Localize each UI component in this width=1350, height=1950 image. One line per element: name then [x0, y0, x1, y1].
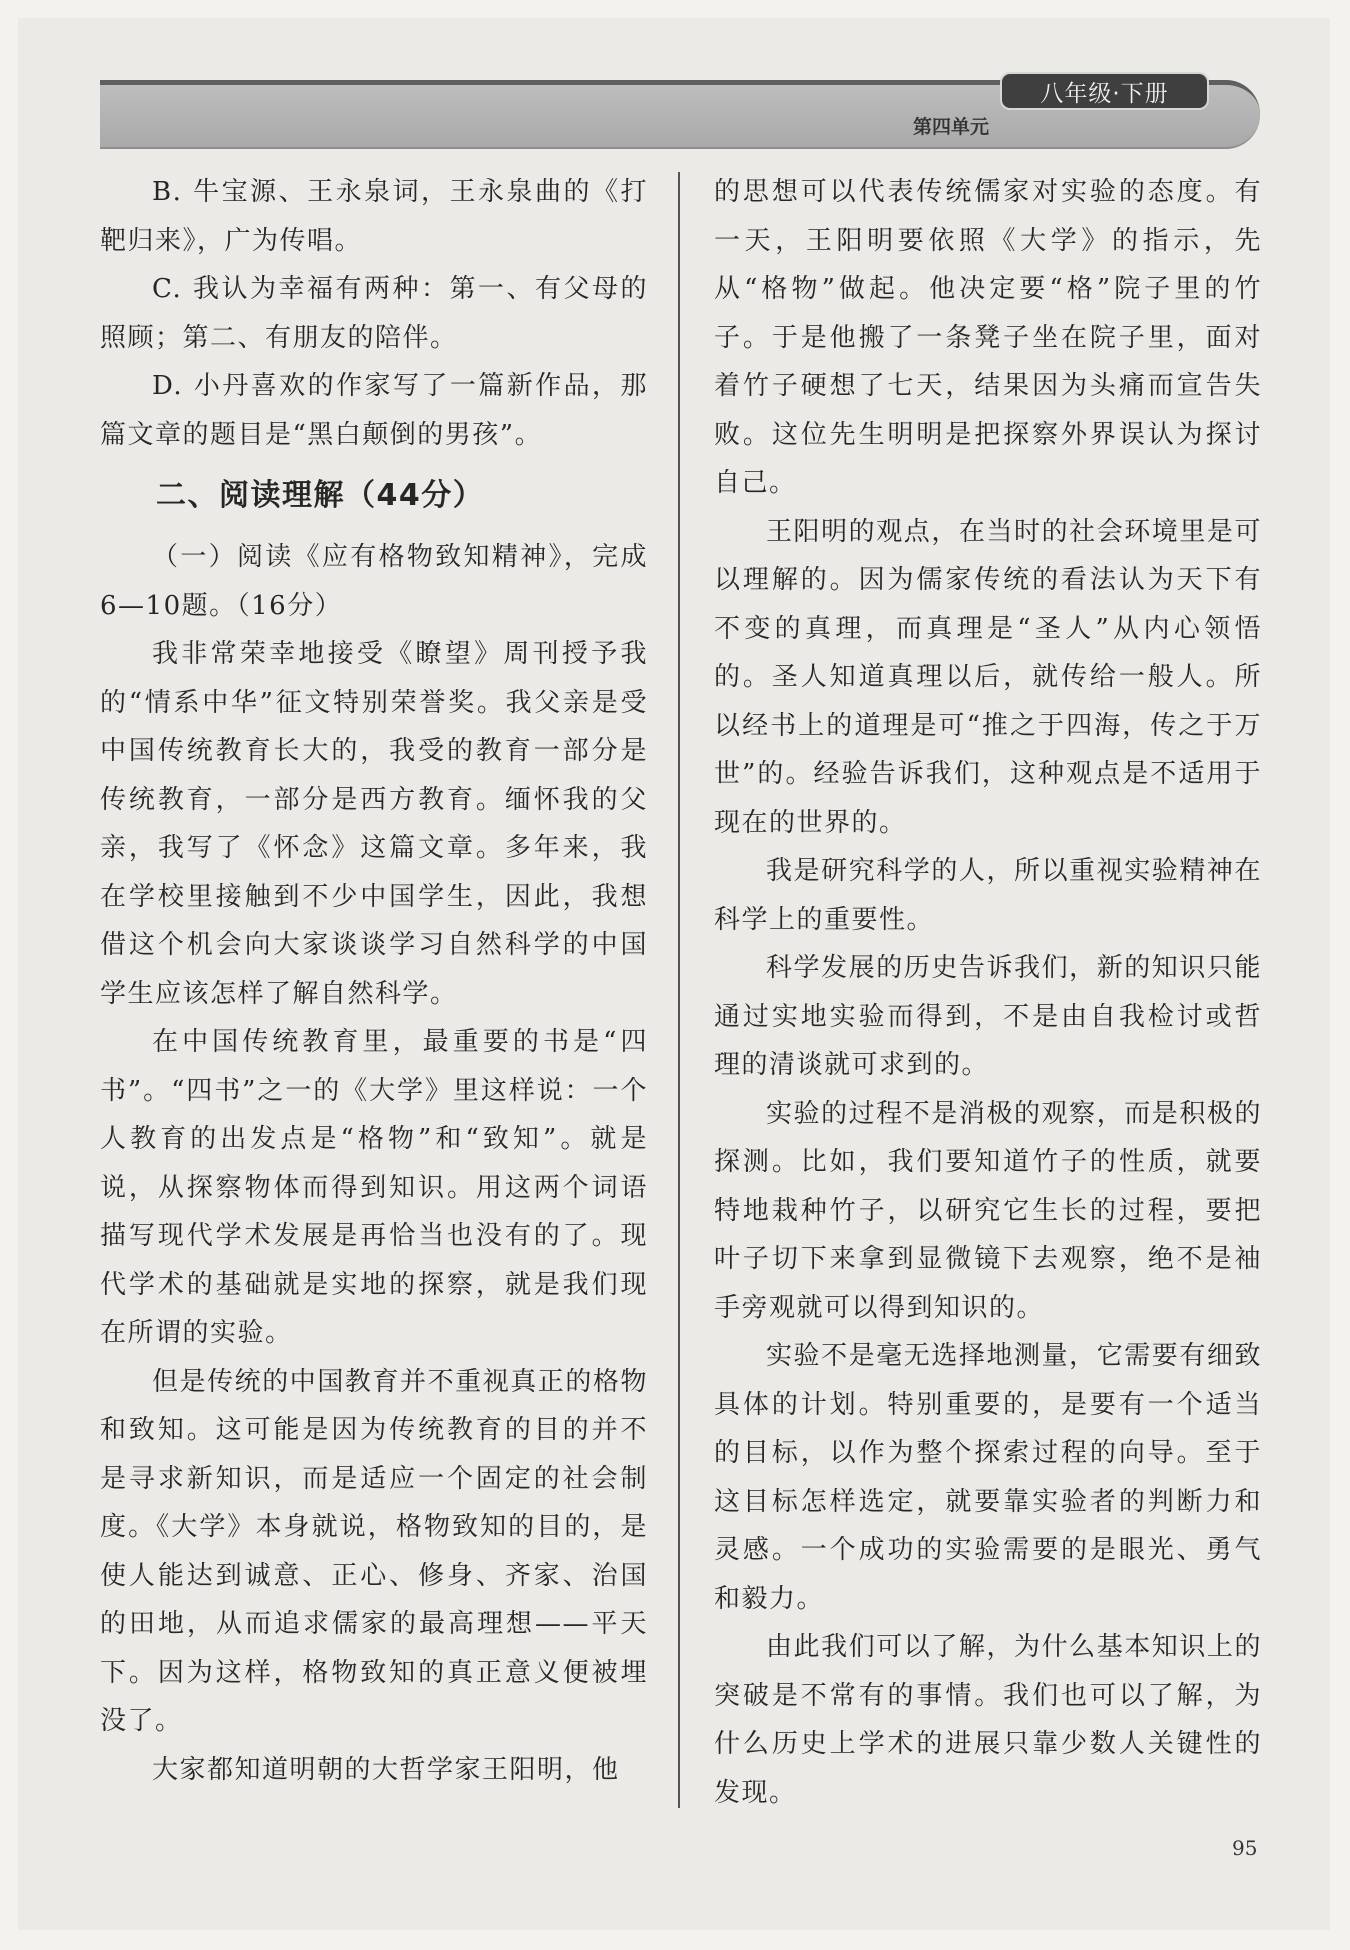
article-paragraph: 由此我们可以了解，为什么基本知识上的突破是不常有的事情。我们也可以了解，为什么历史上学术的进展只靠少数人关键性的发现。 — [714, 1632, 1262, 1808]
option-d: D. 小丹喜欢的作家写了一篇新作品，那篇文章的题目是“黑白颠倒的男孩”。 — [100, 371, 648, 450]
page-number: 95 — [1232, 1836, 1258, 1860]
right-column — [714, 168, 1262, 1817]
option-b: B. 牛宝源、王永泉词，王永泉曲的《打靶归来》，广为传唱。 — [100, 177, 648, 256]
article-paragraph: 在中国传统教育里，最重要的书是“四书”。“四书”之一的《大学》里这样说：一个人教育的出发点是“格物”和“致知”。就是说，从探察物体而得到知识。用这两个词语描写现代学术发展是再恰当也没有的了。现代学术的基础就是实地的探察，就是我们现在所谓的实验。 — [100, 1027, 648, 1348]
section-heading: 二、阅读理解（44分） — [156, 478, 485, 513]
article-paragraph-continued: 的思想可以代表传统儒家对实验的态度。有一天，王阳明要依照《大学》的指示，先从“格物”做起。他决定要“格”院子里的竹子。于是他搬了一条凳子坐在院子里，面对着竹子硬想了七天，结果因为头痛而宣告失败。这位先生明明是把探察外界误认为探讨自己。 — [714, 177, 1262, 498]
article-paragraph: 我非常荣幸地接受《瞭望》周刊授予我的“情系中华”征文特别荣誉奖。我父亲是受中国传统教育长大的，我受的教育一部分是传统教育，一部分是西方教育。缅怀我的父亲，我写了《怀念》这篇文章。多年来，我在学校里接触到不少中国学生，因此，我想借这个机会向大家谈谈学习自然科学的中国学生应该怎样了解自然科学。 — [100, 639, 648, 1009]
article-paragraph: 王阳明的观点，在当时的社会环境里是可以理解的。因为儒家传统的看法认为天下有不变的真理，而真理是“圣人”从内心领悟的。圣人知道真理以后，就传给一般人。所以经书上的道理是可“推之于四海，传之于万世”的。经验告诉我们，这种观点是不适用于现在的世界的。 — [714, 516, 1262, 838]
subsection-instruction: （一）阅读《应有格物致知精神》，完成6—10题。（16分） — [100, 542, 648, 621]
option-c: C. 我认为幸福有两种：第一、有父母的照顾；第二、有朋友的陪伴。 — [100, 274, 648, 353]
article-paragraph: 科学发展的历史告诉我们，新的知识只能通过实地实验而得到，不是由自我检讨或哲理的清谈就可求到的。 — [714, 953, 1262, 1080]
article-paragraph: 实验的过程不是消极的观察，而是积极的探测。比如，我们要知道竹子的性质，就要特地栽种竹子，以研究它生长的过程，要把叶子切下来拿到显微镜下去观察，绝不是袖手旁观就可以得到知识的。 — [714, 1098, 1262, 1323]
article-paragraph: 我是研究科学的人，所以重视实验精神在科学上的重要性。 — [714, 856, 1262, 935]
column-divider — [678, 172, 680, 1808]
article-paragraph: 但是传统的中国教育并不重视真正的格物和致知。这可能是因为传统教育的目的并不是寻求新知识，而是适应一个固定的社会制度。《大学》本身就说，格物致知的目的，是使人能达到诚意、正心、修身、齐家、治国的田地，从而追求儒家的最高理想——平天下。因为这样，格物致知的真正意义便被埋没了。 — [100, 1366, 648, 1736]
grade-badge: 八年级·下册 — [1000, 72, 1209, 110]
left-column — [100, 168, 648, 1794]
article-paragraph: 大家都知道明朝的大哲学家王阳明，他 — [152, 1754, 620, 1785]
article-paragraph: 实验不是毫无选择地测量，它需要有细致具体的计划。特别重要的，是要有一个适当的目标，以作为整个探索过程的向导。至于这目标怎样选定，就要靠实验者的判断力和灵感。一个成功的实验需要的是眼光、勇气和毅力。 — [714, 1341, 1262, 1614]
unit-label: 第四单元 — [912, 116, 989, 138]
